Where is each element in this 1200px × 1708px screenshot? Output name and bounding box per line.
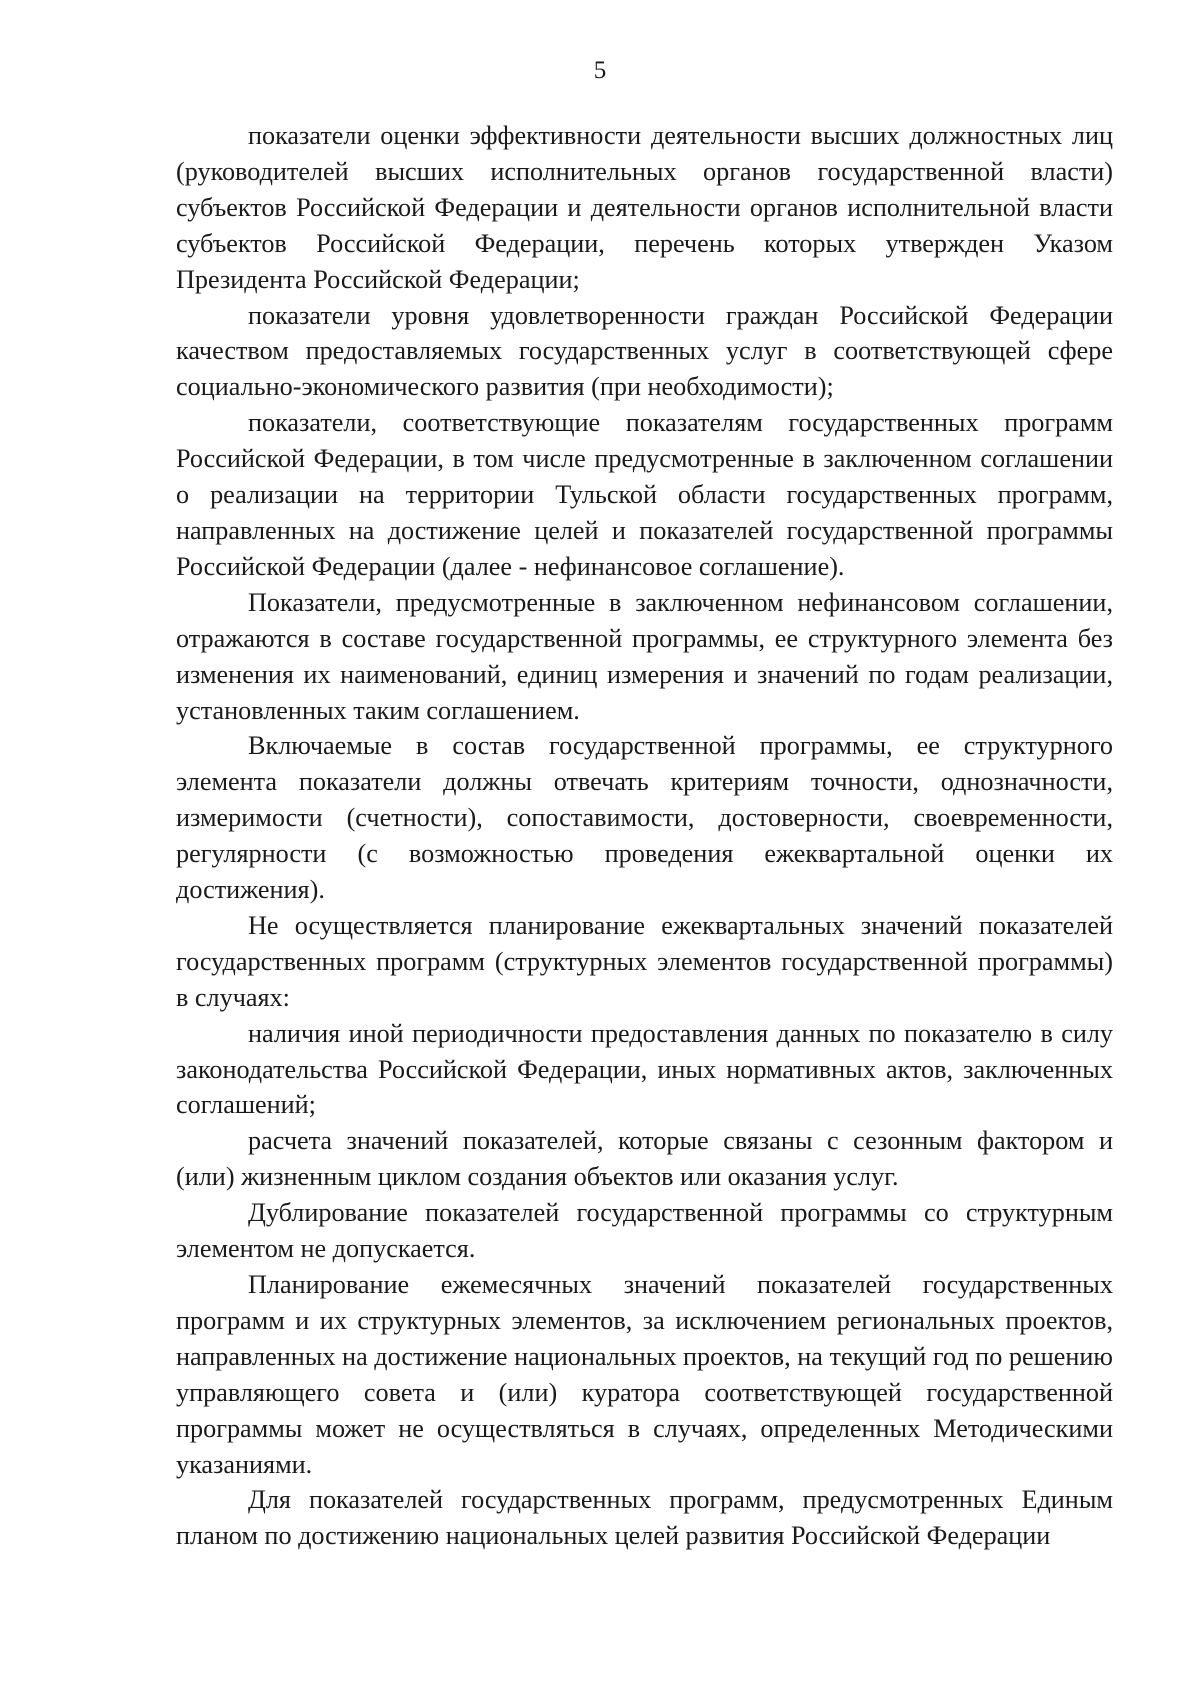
paragraph-no-duplication: Дублирование показателей государственной программы со структурным элементом не допускается.: [176, 1198, 1113, 1264]
paragraph-executive-officials-indicators: показатели оценки эффективности деятельности высших должностных лиц (руководителей высших исполнительных органов государственной власти) субъектов Российской Федерации и деятельности органов исполнительной власти субъектов Российской Федерации, перечень которых утвержден Указом Президента Российской Федерации;: [176, 121, 1113, 294]
paragraph-satisfaction-indicators: показатели уровня удовлетворенности граждан Российской Федерации качеством предоставляемых государственных услуг в соответствующей сфере социально-экономического развития (при необходимости);: [176, 300, 1113, 402]
paragraph-exception-periodicity: наличия иной периодичности предоставления данных по показателю в силу законодательства Российской Федерации, иных нормативных актов, заключенных соглашений;: [176, 1018, 1113, 1120]
paragraph-nonfinancial-agreement: Показатели, предусмотренные в заключенном нефинансовом соглашении, отражаются в составе государственной программы, ее структурного элемента без изменения их наименований, единиц измерения и значений по годам реализации, установленных таким соглашением.: [176, 587, 1113, 725]
paragraph-indicator-criteria: Включаемые в состав государственной программы, ее структурного элемента показатели должны отвечать критериям точности, однозначности, измеримости (счетности), сопоставимости, достоверности, своевременности, регулярности (с возможностью проведения ежеквартальной оценки их достижения).: [176, 731, 1113, 905]
paragraph-exception-seasonal: расчета значений показателей, которые связаны с сезонным фактором и (или) жизненным циклом создания объектов или оказания услуг.: [176, 1126, 1113, 1192]
paragraph-federal-program-indicators: показатели, соответствующие показателям государственных программ Российской Федерации, в том числе предусмотренные в заключенном соглашении о реализации на территории Тульской области государственных программ, направленных на достижение целей и показателей государственной программы Российской Федерации (далее - нефинансовое соглашение).: [176, 408, 1113, 581]
document-body: [176, 118, 1113, 1554]
paragraph-quarterly-planning-exceptions: Не осуществляется планирование ежеквартальных значений показателей государственных программ (структурных элементов государственной программы) в случаях:: [176, 910, 1113, 1012]
paragraph-unified-plan: Для показателей государственных программ, предусмотренных Единым планом по достижению национальных целей развития Российской Федерации: [176, 1485, 1113, 1551]
page-number: 5: [593, 57, 607, 84]
paragraph-monthly-planning: Планирование ежемесячных значений показателей государственных программ и их структурных элементов, за исключением региональных проектов, направленных на достижение национальных проектов, на текущий год по решению управляющего совета и (или) куратора соответствующей государственной программы может не осуществляться в случаях, определенных Методическими указаниями.: [176, 1270, 1113, 1479]
